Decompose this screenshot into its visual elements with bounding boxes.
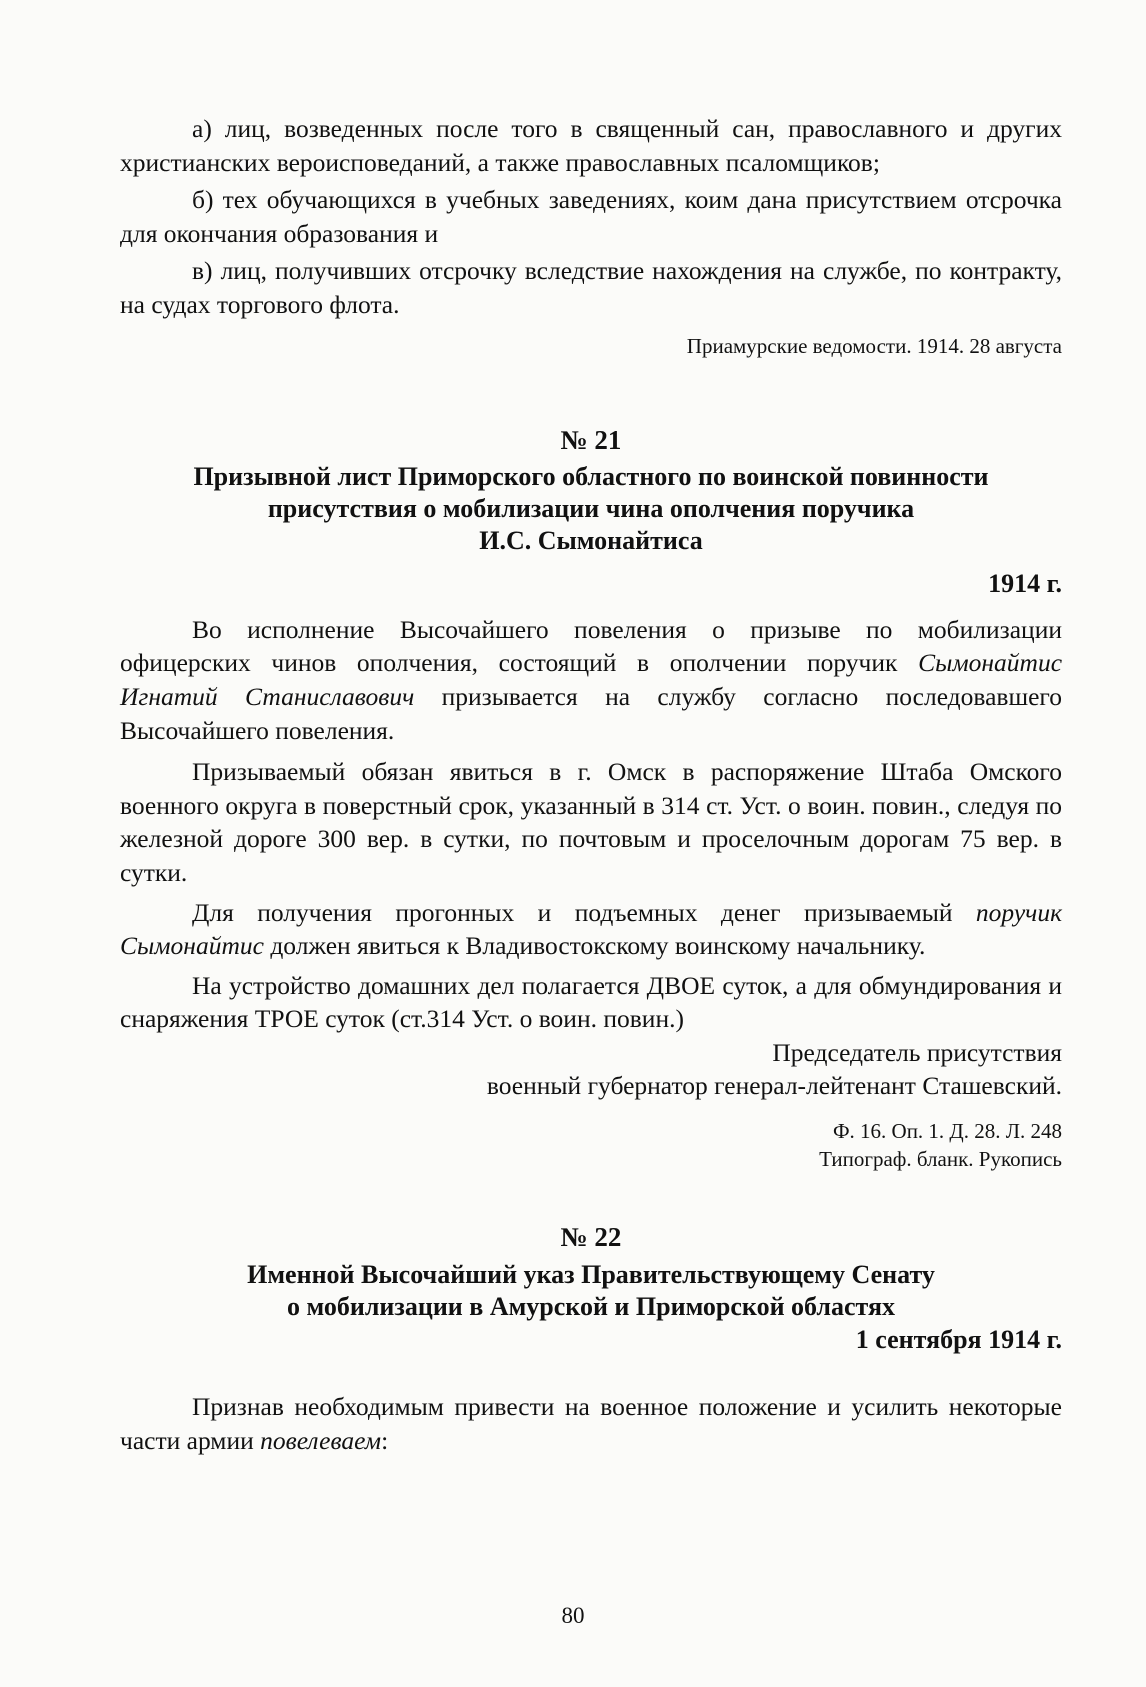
doc21-paragraph-1: Во исполнение Высочайшего повеления о призыве по мобилизации офицерских чинов ополчения, состоящий в ополчении поручик Сымонайтис Игнатий Станиславович призывается на службу согласно последовавшего Высочайшего повеления.	[120, 614, 1063, 745]
item-a: а) лиц, возведенных после того в священный сан, православного и других христианских вероисповеданий, а также православных псаломщиков;	[120, 114, 1062, 177]
source-citation: Приамурские ведомости. 1914. 28 августа	[686, 333, 1062, 358]
doc21-paragraph-2: Призываемый обязан явиться в г. Омск в распоряжение Штаба Омского военного округа в поверстный срок, указанный в 314 ст. Уст. о воин. повин., следуя по железной дороге 300 вер. в сутки, по почтовым и проселочным дорогам 75 вер. в сутки.	[120, 757, 1062, 887]
doc22-date: 1 сентября 1914 г.	[855, 1324, 1062, 1354]
item-v: в) лиц, получивших отсрочку вследствие нахождения на службе, по контракту, на судах торгового флота.	[120, 256, 1062, 319]
doc21-number: № 21	[560, 424, 622, 455]
doc21-title-line-2: присутствия о мобилизации чина ополчения поручика	[267, 494, 915, 524]
doc21-signature-line-2: военный губернатор генерал-лейтенант Сташевский.	[486, 1071, 1062, 1101]
doc21-signature-line-1: Председатель присутствия	[772, 1037, 1062, 1067]
page-number: 80	[561, 1603, 585, 1628]
doc21-archive-note: Типограф. бланк. Рукопись	[819, 1147, 1062, 1172]
doc22-title-line-2: о мобилизации в Амурской и Приморской областях	[286, 1291, 896, 1321]
doc22-title-line-1: Именной Высочайший указ Правительствующему Сенату	[247, 1259, 935, 1289]
doc21-archive-ref: Ф. 16. Оп. 1. Д. 28. Л. 248	[832, 1119, 1062, 1144]
doc21-date: 1914 г.	[988, 569, 1062, 599]
person-rank-name: поручик Сымонайтис	[120, 897, 1062, 961]
doc21-paragraph-4: На устройство домашних дел полагается ДВОЕ суток, а для обмундирования и снаряжения ТРОЕ суток (ст.314 Уст. о воин. повин.)	[120, 970, 1062, 1034]
person-name: Сымонайтис Игнатий Станиславович	[120, 648, 1063, 711]
doc21-title-line-3: И.С. Сымонайтиса	[479, 526, 703, 556]
doc21-paragraph-3: Для получения прогонных и подъемных денег призываемый поручик Сымонайтис должен явиться к Владивостокскому воинскому начальнику.	[120, 897, 1062, 961]
emphasis-word: повелеваем	[260, 1425, 382, 1455]
document-page	[120, 112, 1062, 1457]
doc22-paragraph-1: Признав необходимым привести на военное положение и усилить некоторые части армии повелеваем:	[120, 1392, 1062, 1455]
doc21-title-line-1: Призывной лист Приморского областного по воинской повинности	[193, 462, 989, 492]
doc22-number: № 22	[560, 1222, 622, 1253]
item-b: б) тех обучающихся в учебных заведениях, коим дана присутствием отсрочка для окончания образования и	[120, 185, 1062, 248]
